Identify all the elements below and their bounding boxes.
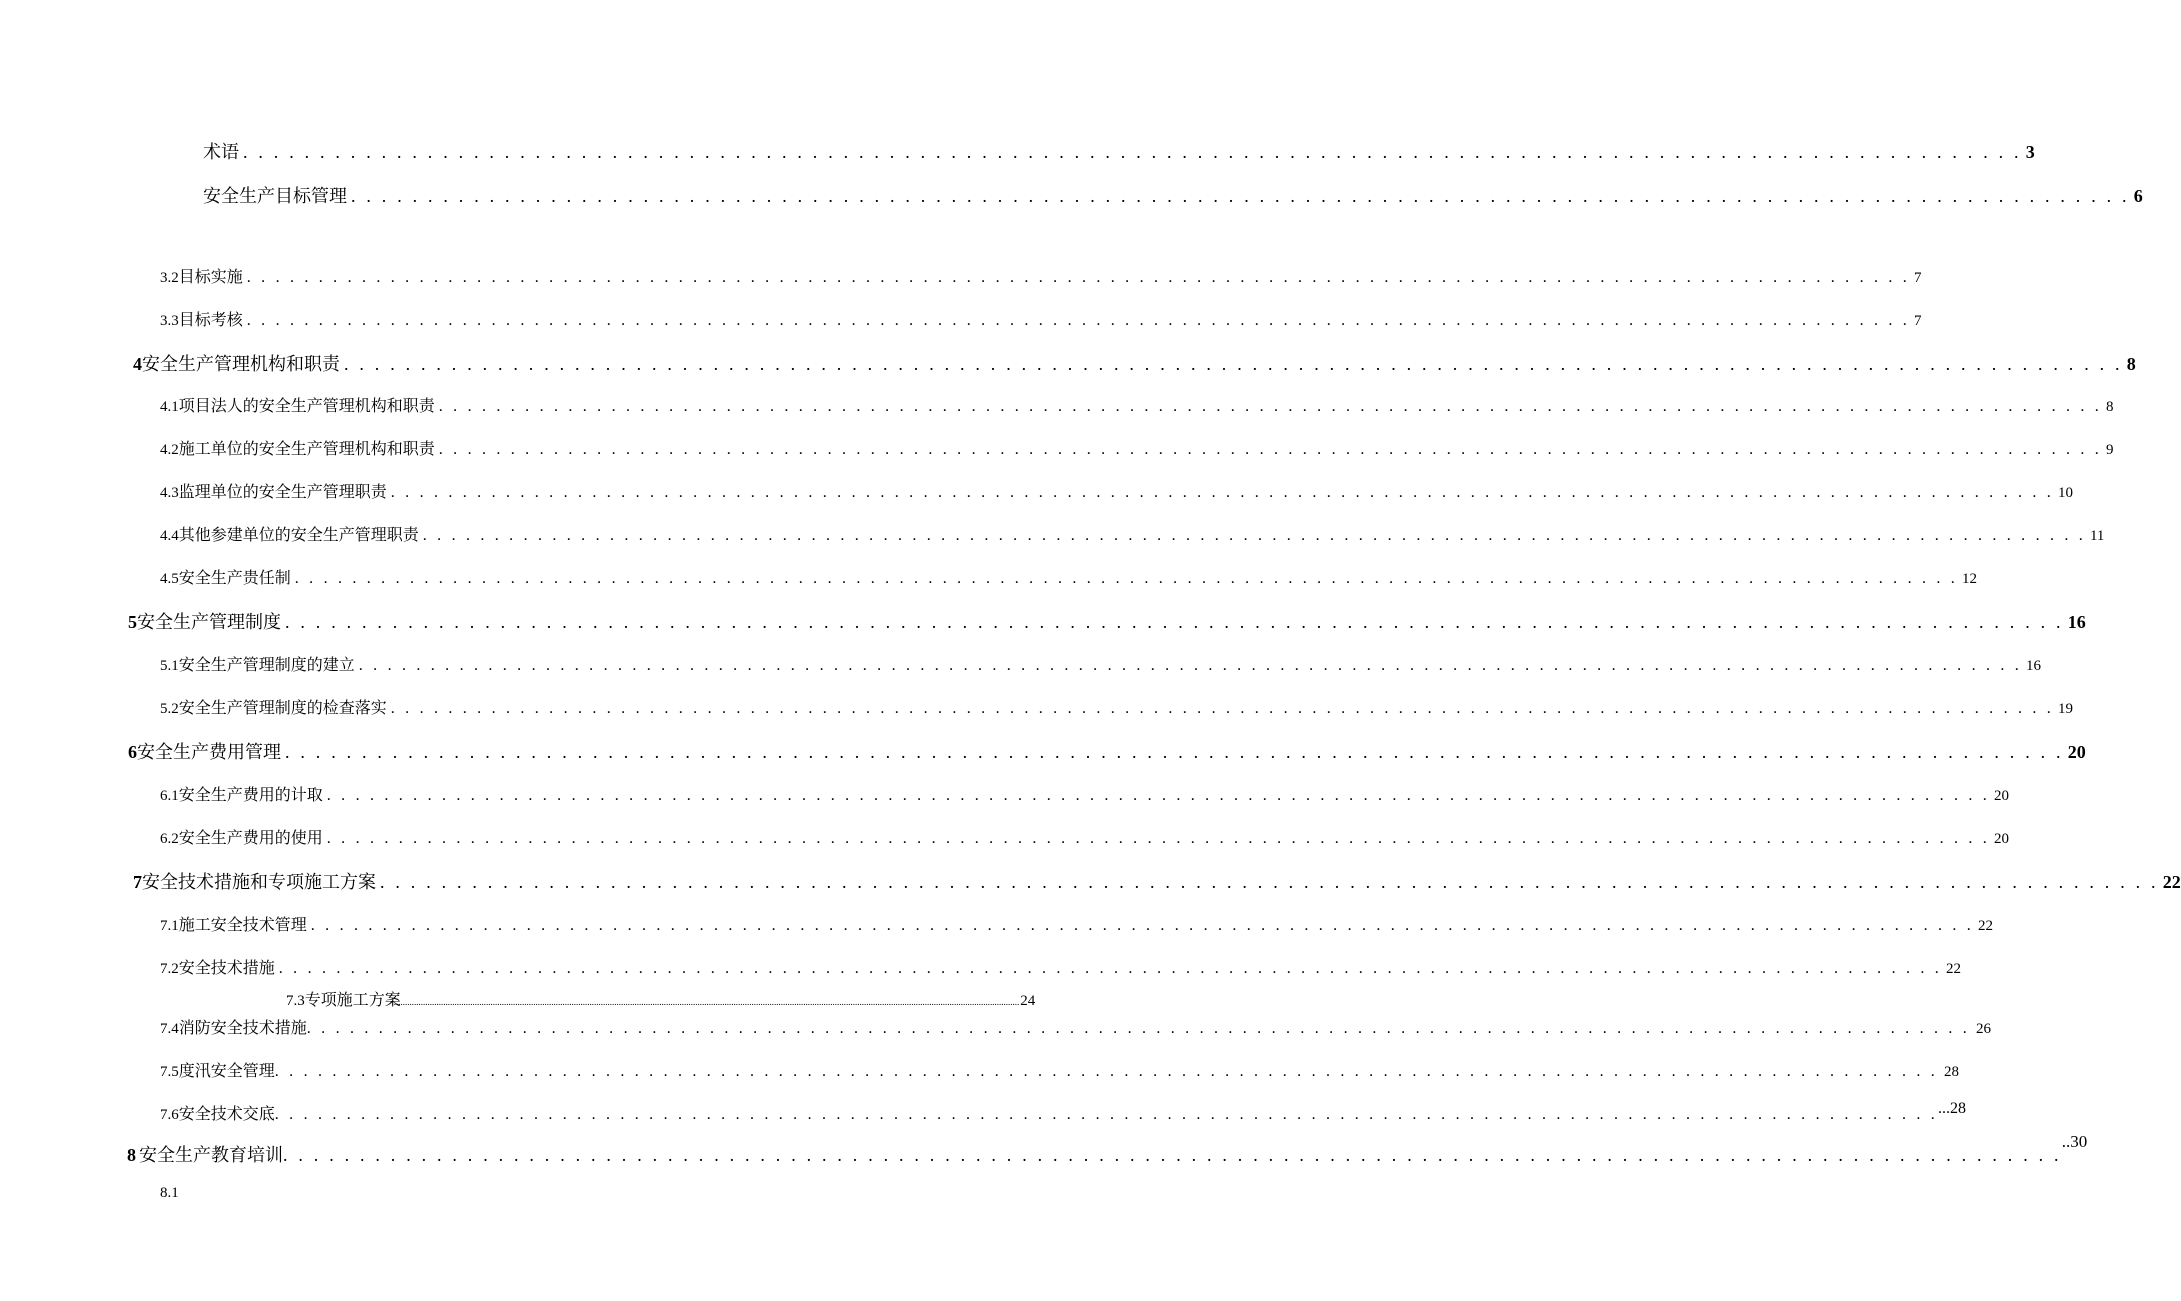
toc-entry-page: 28: [1943, 1064, 1959, 1080]
toc-leader-dots: [344, 354, 2123, 375]
toc-entry: [160, 1185, 260, 1202]
toc-entry-number: 8.1: [160, 1185, 179, 1201]
toc-entry-number: 4.1: [160, 399, 179, 415]
toc-entry: [160, 825, 2009, 848]
toc-entry-page: 20: [2067, 742, 2086, 762]
toc-entry-page: 26: [1975, 1021, 1991, 1037]
toc-leader-dots: [275, 1063, 1938, 1081]
toc-entry-number: 6.1: [160, 788, 179, 804]
toc-entry-page: 16: [2067, 612, 2086, 632]
toc-leader-dots: [311, 917, 1974, 935]
toc-entry-title: 安全技术措施: [178, 958, 275, 977]
toc-entry: [127, 1132, 2088, 1167]
toc-entry-title: 目标实施: [178, 267, 243, 286]
toc-entry: [160, 912, 1993, 935]
toc-entry-title: 安全生产教育培训: [139, 1145, 283, 1166]
toc-entry-number: 4.2: [160, 442, 179, 458]
toc-entry-number: 7.2: [160, 961, 179, 977]
toc-leader-dots: [380, 872, 2159, 893]
toc-entry: [160, 436, 2114, 459]
toc-entry-title: 消防安全技术措施: [178, 1018, 307, 1037]
toc-entry-page: 7: [1913, 313, 1922, 329]
toc-entry: [128, 608, 2086, 634]
toc-entry-number: 7.4: [160, 1021, 179, 1037]
toc-entry: [160, 307, 1922, 330]
toc-entry-page: 22: [2162, 872, 2181, 892]
toc-entry-title: 安全生产贵任制: [178, 568, 291, 587]
toc-entry-page: 16: [2025, 658, 2041, 674]
toc-entry-number: 5: [128, 612, 137, 632]
toc-leader-dots: [351, 186, 2130, 207]
toc-entry-title: 安全生产管理制度的检查落实: [178, 698, 387, 717]
toc-entry: [160, 1100, 1966, 1124]
toc-entry: [203, 182, 2143, 208]
toc-entry-page: 22: [1977, 918, 1993, 934]
toc-leader-dots: [359, 657, 2022, 675]
toc-entry-number: 4.4: [160, 528, 179, 544]
toc-leader-dots: [285, 742, 2064, 763]
toc-entry-page: 3: [2025, 142, 2035, 162]
toc-entry: [133, 350, 2136, 376]
toc-entry-title: 目标考核: [178, 310, 243, 329]
toc-entry-page: 22: [1945, 961, 1961, 977]
toc-entry-page: 11: [2089, 528, 2105, 544]
toc-leader-dots: [439, 441, 2102, 459]
toc-entry-title: 安全生产管理机构和职责: [142, 354, 340, 375]
toc-entry: [160, 264, 1922, 287]
toc-entry-number: 7.5: [160, 1064, 179, 1080]
toc-entry-number: 7.1: [160, 918, 179, 934]
toc-entry: [160, 479, 2073, 502]
toc-entry-number: 7: [133, 872, 142, 892]
toc-leader-dots: [391, 484, 2054, 502]
toc-entry-page: 20: [1993, 788, 2009, 804]
toc-entry-number: 6.2: [160, 831, 179, 847]
toc-entry-title-clipped: 案: [384, 990, 401, 1009]
toc-entry-page: 6: [2133, 186, 2143, 206]
toc-entry-title: 度汛安全管理: [178, 1061, 275, 1080]
toc-entry-title: 安全生产费用的计取: [178, 785, 323, 804]
toc-leader-dots: [279, 960, 1942, 978]
toc-entry-page: 7: [1913, 270, 1922, 286]
toc-entry: [160, 652, 2041, 675]
toc-entry-title: 施工单位的安全生产管理机构和职责: [178, 439, 435, 458]
toc-entry-number: 4.3: [160, 485, 179, 501]
toc-leader-dots: [247, 269, 1910, 287]
toc-leader-dots: [327, 830, 1990, 848]
toc-entry-page: 19: [2057, 701, 2073, 717]
toc-leader-dots: [247, 312, 1910, 330]
toc-entry-title: 施工安全技术管理: [178, 915, 307, 934]
toc-entry-title: 术语: [203, 142, 239, 163]
toc-entry-page: 8: [2105, 399, 2114, 415]
toc-entry: [160, 393, 2114, 416]
toc-entry-title: 安全生产管理制度: [137, 612, 281, 633]
toc-entry-page: 20: [1993, 831, 2009, 847]
toc-entry: [160, 695, 2073, 718]
toc-entry-title: 安全生产费用管理: [137, 742, 281, 763]
toc-entry-number: 6: [128, 742, 137, 762]
toc-entry-number: 3.3: [160, 313, 179, 329]
toc-entry-title: 安全技术措施和专项施工方案: [142, 872, 376, 893]
toc-leader-dots: [394, 992, 1020, 1010]
toc-entry-page: ..30: [2061, 1132, 2088, 1151]
toc-entry-title: 专项施工方: [304, 990, 385, 1009]
toc-entry: [160, 955, 1961, 978]
toc-leader-dots: [283, 1145, 2062, 1166]
toc-entry-page: 9: [2105, 442, 2114, 458]
toc-leader-dots: [243, 142, 2022, 163]
toc-entry-title: 安全生产管理制度的建立: [178, 655, 355, 674]
toc-leader-dots: [423, 527, 2086, 545]
toc-entry-page: ...28: [1937, 1100, 1966, 1117]
toc-entry: [133, 868, 2181, 894]
toc-leader-dots: [285, 612, 2064, 633]
toc-leader-dots: [295, 570, 1958, 588]
toc-entry-number: 4.5: [160, 571, 179, 587]
toc-leader-dots: [275, 1106, 1938, 1124]
toc-leader-dots: [439, 398, 2102, 416]
toc-entry-title: 项目法人的安全生产管理机构和职责: [178, 396, 435, 415]
toc-entry: [160, 565, 1977, 588]
toc-entry-number: 7.3: [286, 993, 305, 1009]
toc-entry: [203, 138, 2035, 164]
toc-leader-dots: [327, 787, 1990, 805]
toc-entry-page: 8: [2126, 354, 2136, 374]
toc-leader-dots: [307, 1020, 1970, 1038]
toc-entry-number: 5.2: [160, 701, 179, 717]
toc-entry: [128, 738, 2086, 764]
toc-entry: [160, 1058, 1959, 1081]
toc-entry: [286, 987, 1036, 1010]
toc-entry-number: 3.2: [160, 270, 179, 286]
toc-entry: [160, 522, 2105, 545]
toc-entry-number: 8: [127, 1145, 136, 1165]
toc-entry: [160, 1015, 1991, 1038]
toc-leader-dots: [391, 700, 2054, 718]
toc-entry-title: 安全技术交底: [178, 1104, 275, 1123]
toc-entry-title: 安全生产费用的使用: [178, 828, 323, 847]
toc-entry-title: 安全生产目标管理: [203, 186, 347, 207]
toc-entry-page: 10: [2057, 485, 2073, 501]
toc-entry-title: 监理单位的安全生产管理职责: [178, 482, 387, 501]
toc-entry-number: 7.6: [160, 1107, 179, 1123]
toc-entry-page: 24: [1020, 993, 1036, 1009]
toc-entry-page: 12: [1961, 571, 1977, 587]
toc-entry-number: 5.1: [160, 658, 179, 674]
toc-entry-number: 4: [133, 354, 142, 374]
toc-entry: [160, 782, 2009, 805]
toc-entry-title: 其他参建单位的安全生产管理职责: [178, 525, 419, 544]
